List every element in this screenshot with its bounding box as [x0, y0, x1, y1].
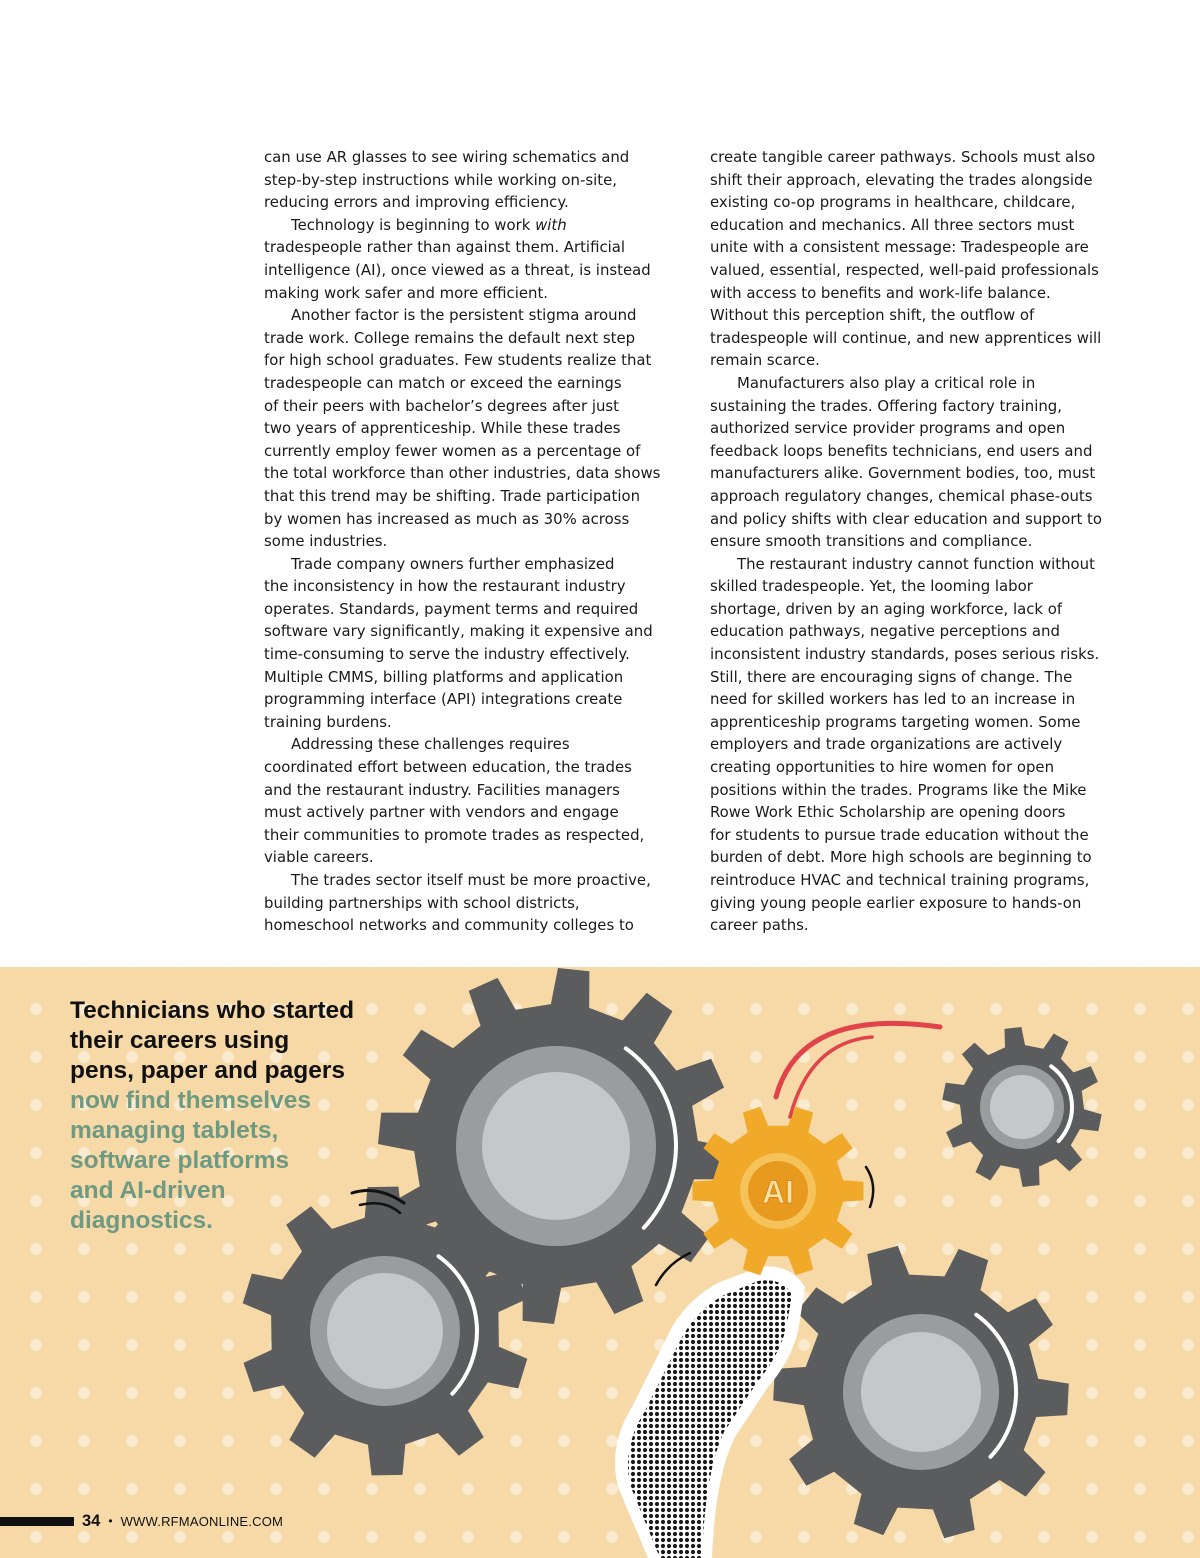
page-number: 34: [82, 1511, 101, 1530]
body-text-line: Another factor is the persistent stigma around: [291, 306, 637, 325]
body-text-line: positions within the trades. Programs like the Mike: [710, 780, 1087, 799]
body-text-line: currently employ fewer women as a percentage of: [264, 441, 641, 460]
body-text-line: two years of apprenticeship. While these trades: [264, 419, 621, 438]
body-text-line: making work safer and more efficient.: [264, 283, 549, 302]
body-text-line: education pathways, negative perceptions and: [710, 622, 1060, 641]
body-text-line: approach regulatory changes, chemical phase-outs: [710, 486, 1093, 505]
body-text-line: career paths.: [710, 916, 809, 935]
body-text-line: programming interface (API) integrations create: [264, 690, 623, 709]
body-text-line: The trades sector itself must be more proactive,: [291, 871, 651, 889]
page-footer: [0, 1506, 400, 1536]
left-text-column: [264, 146, 694, 937]
ai-gear-label: AI: [762, 1174, 794, 1210]
body-text-line: the total workforce than other industries, data shows: [264, 464, 661, 483]
body-text-line: tradespeople can match or exceed the earnings: [264, 373, 622, 392]
body-text-line: Addressing these challenges requires: [291, 735, 570, 754]
pull-quote-green-line: diagnostics.: [70, 1207, 213, 1234]
body-text-line: must actively partner with vendors and engage: [264, 803, 619, 822]
emphasis-with: with: [535, 215, 567, 234]
body-text-line: building partnerships with school districts,: [264, 893, 580, 912]
body-text-line: sustaining the trades. Offering factory training,: [710, 396, 1062, 415]
body-text-line: trade work. College remains the default next step: [264, 328, 636, 347]
pull-quote-green-line: managing tablets,: [70, 1117, 279, 1144]
body-text-line: shortage, driven by an aging workforce, lack of: [710, 599, 1063, 618]
top-right-gear-hub: [990, 1075, 1054, 1139]
pull-quote-dark-line: pens, paper and pagers: [70, 1057, 346, 1084]
body-text-line: skilled tradespeople. Yet, the looming labor: [710, 577, 1033, 596]
body-text-line: burden of debt. More high schools are beginning to: [710, 848, 1092, 867]
body-text-line: authorized service provider programs and open: [710, 419, 1066, 438]
motion-tick: [866, 1167, 873, 1207]
footer-bar: [0, 1517, 74, 1526]
body-text-line: by women has increased as much as 30% across: [264, 509, 630, 528]
body-text-line: that this trend may be shifting. Trade participation: [264, 486, 641, 505]
body-text-line: viable careers.: [264, 848, 374, 867]
body-text-line: Without this perception shift, the outflow of: [710, 306, 1035, 325]
body-text-line: for students to pursue trade education without the: [710, 825, 1089, 844]
body-text-line: unite with a consistent message: Tradespeople are: [710, 238, 1089, 257]
body-text-line: their communities to promote trades as respected,: [264, 825, 645, 844]
footer-bullet: •: [108, 1514, 113, 1528]
body-text-line: and the restaurant industry. Facilities managers: [264, 780, 620, 799]
body-text-line: Manufacturers also play a critical role in: [737, 373, 1036, 392]
body-text-line: can use AR glasses to see wiring schematics and: [264, 148, 630, 166]
body-text-line: the inconsistency in how the restaurant industry: [264, 577, 626, 596]
body-text-line: step-by-step instructions while working on-site,: [264, 170, 617, 189]
body-text-line: and policy shifts with clear education and support to: [710, 509, 1102, 528]
body-text-line: The restaurant industry cannot function without: [737, 554, 1095, 573]
bottom-right-gear-hub: [861, 1332, 981, 1452]
large-gear-hub: [482, 1072, 630, 1220]
body-text-line: reducing errors and improving efficiency.: [264, 193, 569, 212]
body-text-line: inconsistent industry standards, poses serious risks.: [710, 645, 1100, 664]
body-text-line: manufacturers alike. Government bodies, too, must: [710, 464, 1096, 483]
body-text-line: valued, essential, respected, well-paid professionals: [710, 260, 1099, 279]
body-text-line: creating opportunities to hire women for open: [710, 758, 1055, 777]
body-text-line: of their peers with bachelor’s degrees after just: [264, 396, 619, 415]
body-text-line: with access to benefits and work-life balance.: [710, 283, 1051, 302]
pull-quote-dark-line: their careers using: [70, 1027, 290, 1054]
body-text-line: time-consuming to serve the industry effectively.: [264, 645, 630, 664]
site-url: WWW.RFMAONLINE.COM: [120, 1513, 284, 1529]
body-text-line: shift their approach, elevating the trades alongside: [710, 170, 1093, 189]
body-text-line: intelligence (AI), once viewed as a threat, is instead: [264, 260, 651, 279]
body-text-line: Technology is beginning to work with: [291, 215, 567, 234]
body-text-line: Still, there are encouraging signs of change. The: [710, 667, 1073, 686]
body-text-line: education and mechanics. All three sectors must: [710, 215, 1075, 234]
body-text-line: training burdens.: [264, 712, 392, 731]
body-text-line: tradespeople will continue, and new apprentices will: [710, 328, 1102, 347]
pull-quote-green-line: and AI-driven: [70, 1177, 226, 1204]
body-text-line: apprenticeship programs targeting women. Some: [710, 712, 1081, 731]
body-text-line: create tangible career pathways. Schools must also: [710, 148, 1096, 166]
body-text-line: for high school graduates. Few students realize that: [264, 351, 652, 370]
body-text-line: Rowe Work Ethic Scholarship are opening doors: [710, 803, 1066, 822]
body-text-line: feedback loops benefits technicians, end users and: [710, 441, 1093, 460]
body-text-line: Multiple CMMS, billing platforms and application: [264, 667, 624, 686]
body-text-line: software vary significantly, making it expensive and: [264, 622, 653, 641]
pull-quote-green-line: software platforms: [70, 1147, 290, 1174]
body-text-line: tradespeople rather than against them. Artificial: [264, 238, 626, 257]
body-text-line: ensure smooth transitions and compliance.: [710, 532, 1033, 551]
small-left-gear-hub: [327, 1273, 443, 1389]
pull-quote-green-line: now find themselves: [70, 1087, 311, 1114]
body-text-line: some industries.: [264, 532, 388, 551]
body-text-line: Trade company owners further emphasized: [291, 554, 615, 573]
body-text-line: coordinated effort between education, the trades: [264, 758, 632, 777]
body-text-line: operates. Standards, payment terms and required: [264, 599, 639, 618]
body-text-line: need for skilled workers has led to an increase in: [710, 690, 1076, 709]
body-text-line: remain scarce.: [710, 351, 820, 370]
body-text-line: giving young people earlier exposure to hands-on: [710, 893, 1082, 912]
body-text-line: existing co-op programs in healthcare, childcare,: [710, 193, 1076, 212]
body-text-line: reintroduce HVAC and technical training programs,: [710, 871, 1090, 889]
body-text-line: employers and trade organizations are actively: [710, 735, 1063, 754]
pull-quote: [70, 996, 400, 1236]
pull-quote-dark-line: Technicians who started: [70, 997, 355, 1024]
right-text-column: [710, 146, 1140, 937]
body-text-line: homeschool networks and community colleges to: [264, 916, 634, 935]
